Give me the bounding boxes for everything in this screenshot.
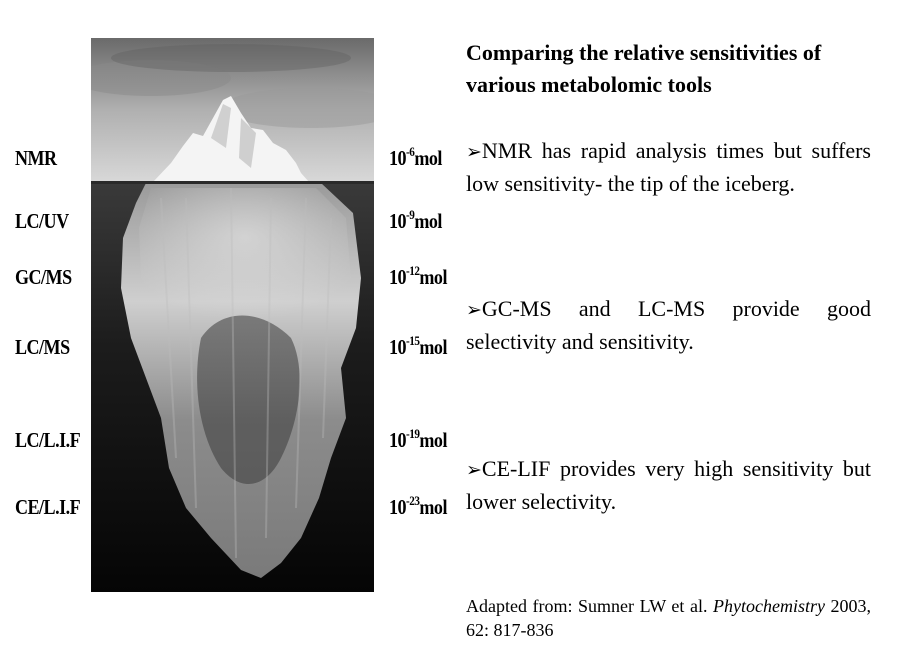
sensitivity-label-lc-ms: $10^{-15}mol$ (389, 333, 447, 359)
text-panel (466, 37, 871, 514)
tool-label-lc-ms: LC/MS (15, 335, 70, 359)
bullet-text: CE-LIF provides very high sensitivity but lower selectivity. (466, 456, 871, 514)
sensitivity-label-lc-uv: $10^{-9}mol$ (389, 207, 442, 233)
sensitivity-label-ce-lif: $10^{-23}mol$ (389, 493, 447, 519)
bullet-nmr (466, 135, 871, 200)
bullet-ms (466, 293, 871, 358)
bullet-ce-lif (466, 453, 871, 518)
citation-journal: Phytochemistry (713, 596, 825, 616)
sensitivity-label-gc-ms: $10^{-12}mol$ (389, 263, 447, 289)
iceberg-image (91, 38, 374, 592)
tool-label-lc-lif: LC/L.I.F (15, 428, 81, 452)
tool-label-nmr: NMR (15, 146, 57, 170)
arrow-bullet-icon: ➢ (466, 141, 482, 163)
arrow-bullet-icon: ➢ (466, 299, 482, 321)
bullet-text: GC-MS and LC-MS provide good selectivity and sensitivity. (466, 296, 871, 354)
citation-details: 2003, 62: 817-836 (466, 596, 872, 640)
slide-title: Comparing the relative sensitivities of various metabolomic tools (466, 40, 822, 97)
sensitivity-label-nmr: $10^{-6}mol$ (389, 144, 442, 170)
bullet-text: NMR has rapid analysis times but suffers low sensitivity- the tip of the iceberg. (466, 138, 871, 196)
citation-prefix: Adapted from: Sumner LW et al. (466, 596, 708, 616)
tool-label-gc-ms: GC/MS (15, 265, 72, 289)
citation (466, 594, 871, 642)
tool-label-lc-uv: LC/UV (15, 209, 69, 233)
iceberg-illustration (91, 38, 374, 592)
tool-label-ce-lif: CE/L.I.F (15, 495, 81, 519)
arrow-bullet-icon: ➢ (466, 459, 482, 481)
sensitivity-label-lc-lif: $10^{-19}mol$ (389, 426, 447, 452)
